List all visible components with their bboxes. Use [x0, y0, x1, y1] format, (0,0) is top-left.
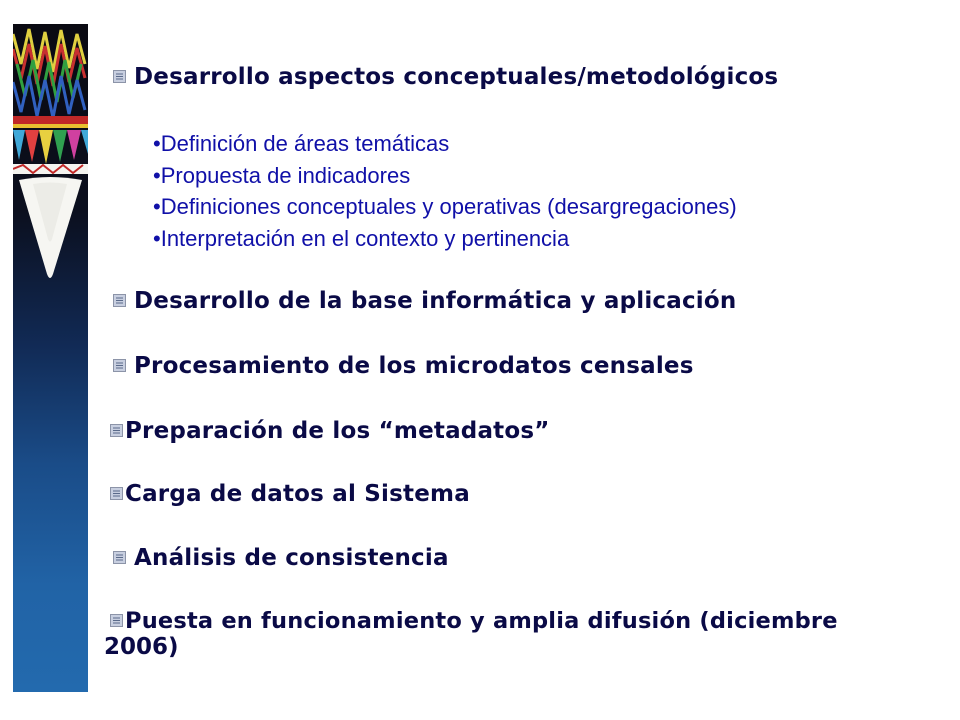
slide-bullet-icon	[110, 424, 123, 437]
slide-bullet-icon	[110, 487, 123, 500]
sub-item: •Definiciones conceptuales y operativas (desargregaciones)	[153, 194, 737, 219]
section-heading: Análisis de consistencia	[134, 545, 449, 571]
slide-bullet-icon	[113, 294, 126, 307]
section-heading: Procesamiento de los microdatos censales	[134, 353, 694, 379]
section-heading: Desarrollo aspectos conceptuales/metodológicos	[134, 64, 779, 90]
slide-bullet-icon	[113, 70, 126, 83]
slide-bullet-icon	[113, 359, 126, 372]
tribal-mask-icon	[13, 24, 88, 692]
section-heading: Carga de datos al Sistema	[125, 481, 470, 507]
sub-item-list	[153, 128, 737, 254]
section-heading: Puesta en funcionamiento y amplia difusión (diciembre	[125, 608, 838, 634]
section-heading: Preparación de los “metadatos”	[125, 418, 550, 444]
section-heading: Desarrollo de la base informática y aplicación	[134, 288, 737, 314]
sub-item: •Definición de áreas temáticas	[153, 131, 450, 156]
section-heading-continuation: 2006)	[104, 634, 179, 660]
slide-bullet-icon	[113, 551, 126, 564]
decorative-side-band	[13, 24, 88, 692]
slide-bullet-icon	[110, 614, 123, 627]
sub-item: •Interpretación en el contexto y pertinencia	[153, 225, 570, 251]
sub-item: •Propuesta de indicadores	[153, 162, 411, 188]
